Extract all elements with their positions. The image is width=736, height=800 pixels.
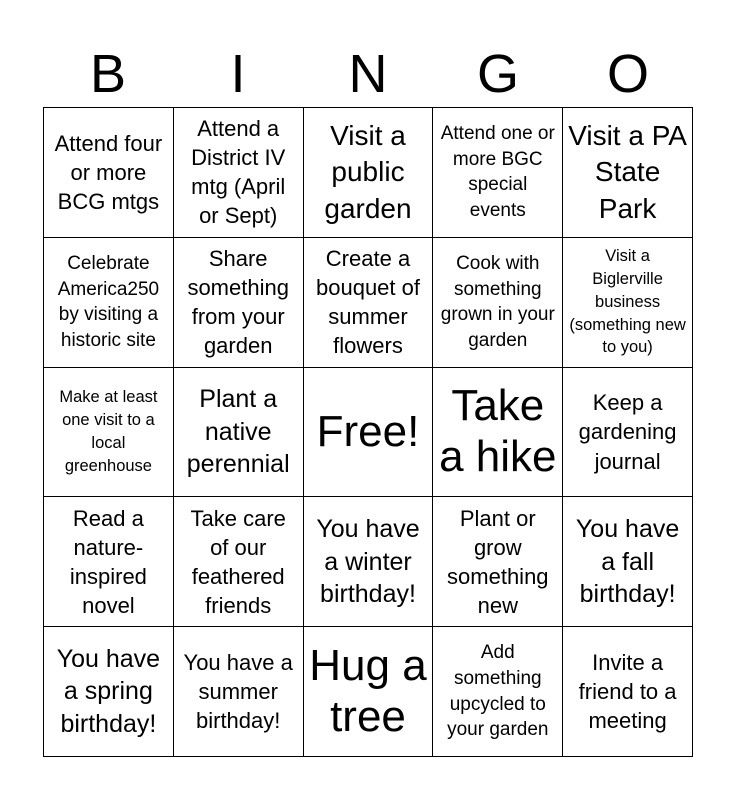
bingo-square[interactable] [44, 368, 174, 498]
header-letter-n: N [348, 44, 388, 104]
square-text: Read a nature-inspired novel [69, 505, 147, 618]
bingo-square[interactable] [44, 497, 174, 627]
bingo-square[interactable] [563, 108, 693, 238]
bingo-square[interactable] [563, 497, 693, 627]
bingo-square[interactable] [563, 368, 693, 498]
square-text: Make at least one visit to a local greenhouse [59, 388, 158, 475]
bingo-square[interactable] [44, 627, 174, 757]
header-letter-o: O [606, 44, 649, 104]
bingo-square[interactable] [433, 627, 563, 757]
square-text: You have a winter birthday! [316, 515, 420, 609]
bingo-header [43, 40, 693, 108]
square-text: Share something from your garden [187, 246, 289, 359]
square-text: Hug a tree [309, 641, 427, 741]
bingo-square[interactable] [304, 238, 434, 368]
square-text: Attend one or more BGC special events [440, 123, 555, 222]
square-text: Celebrate America250 by visiting a historic site [57, 252, 160, 351]
free-square[interactable] [304, 368, 434, 498]
square-text: Take care of our feathered friends [190, 505, 286, 618]
square-text: You have a summer birthday! [183, 650, 293, 734]
square-text: Free! [316, 406, 420, 456]
bingo-square[interactable] [304, 497, 434, 627]
bingo-square[interactable] [563, 238, 693, 368]
square-text: Cook with something grown in your garden [440, 252, 555, 351]
bingo-square[interactable] [433, 497, 563, 627]
square-text: Create a bouquet of summer flowers [316, 246, 420, 359]
bingo-square[interactable] [174, 108, 304, 238]
square-text: Keep a gardening journal [578, 390, 677, 474]
square-text: Invite a friend to a meeting [578, 650, 677, 734]
bingo-square[interactable] [433, 108, 563, 238]
square-text: Visit a public garden [324, 119, 412, 224]
bingo-square[interactable] [44, 238, 174, 368]
square-text: Attend four or more BCG mtgs [54, 130, 163, 214]
square-text: Plant or grow something new [447, 505, 549, 618]
square-text: You have a spring birthday! [56, 644, 161, 738]
square-text: Visit a PA State Park [568, 119, 687, 224]
bingo-square[interactable] [174, 627, 304, 757]
bingo-square[interactable] [304, 627, 434, 757]
bingo-square[interactable] [44, 108, 174, 238]
header-letter-g: G [476, 44, 519, 104]
square-text: Add something upcycled to your garden [447, 642, 549, 741]
bingo-card-grid [43, 107, 693, 757]
bingo-square[interactable] [174, 238, 304, 368]
bingo-square[interactable] [304, 108, 434, 238]
bingo-square[interactable] [433, 368, 563, 498]
header-letter-i: I [230, 44, 246, 104]
square-text: You have a fall birthday! [575, 515, 680, 609]
square-text: Attend a District IV mtg (April or Sept) [191, 116, 286, 229]
square-text: Visit a Biglerville business (something new to you) [569, 247, 686, 357]
bingo-square[interactable] [563, 627, 693, 757]
bingo-square[interactable] [174, 497, 304, 627]
square-text: Plant a native perennial [186, 385, 290, 479]
header-letter-b: B [89, 44, 127, 104]
bingo-square[interactable] [174, 368, 304, 498]
bingo-square[interactable] [433, 238, 563, 368]
square-text: Take a hike [439, 381, 557, 481]
